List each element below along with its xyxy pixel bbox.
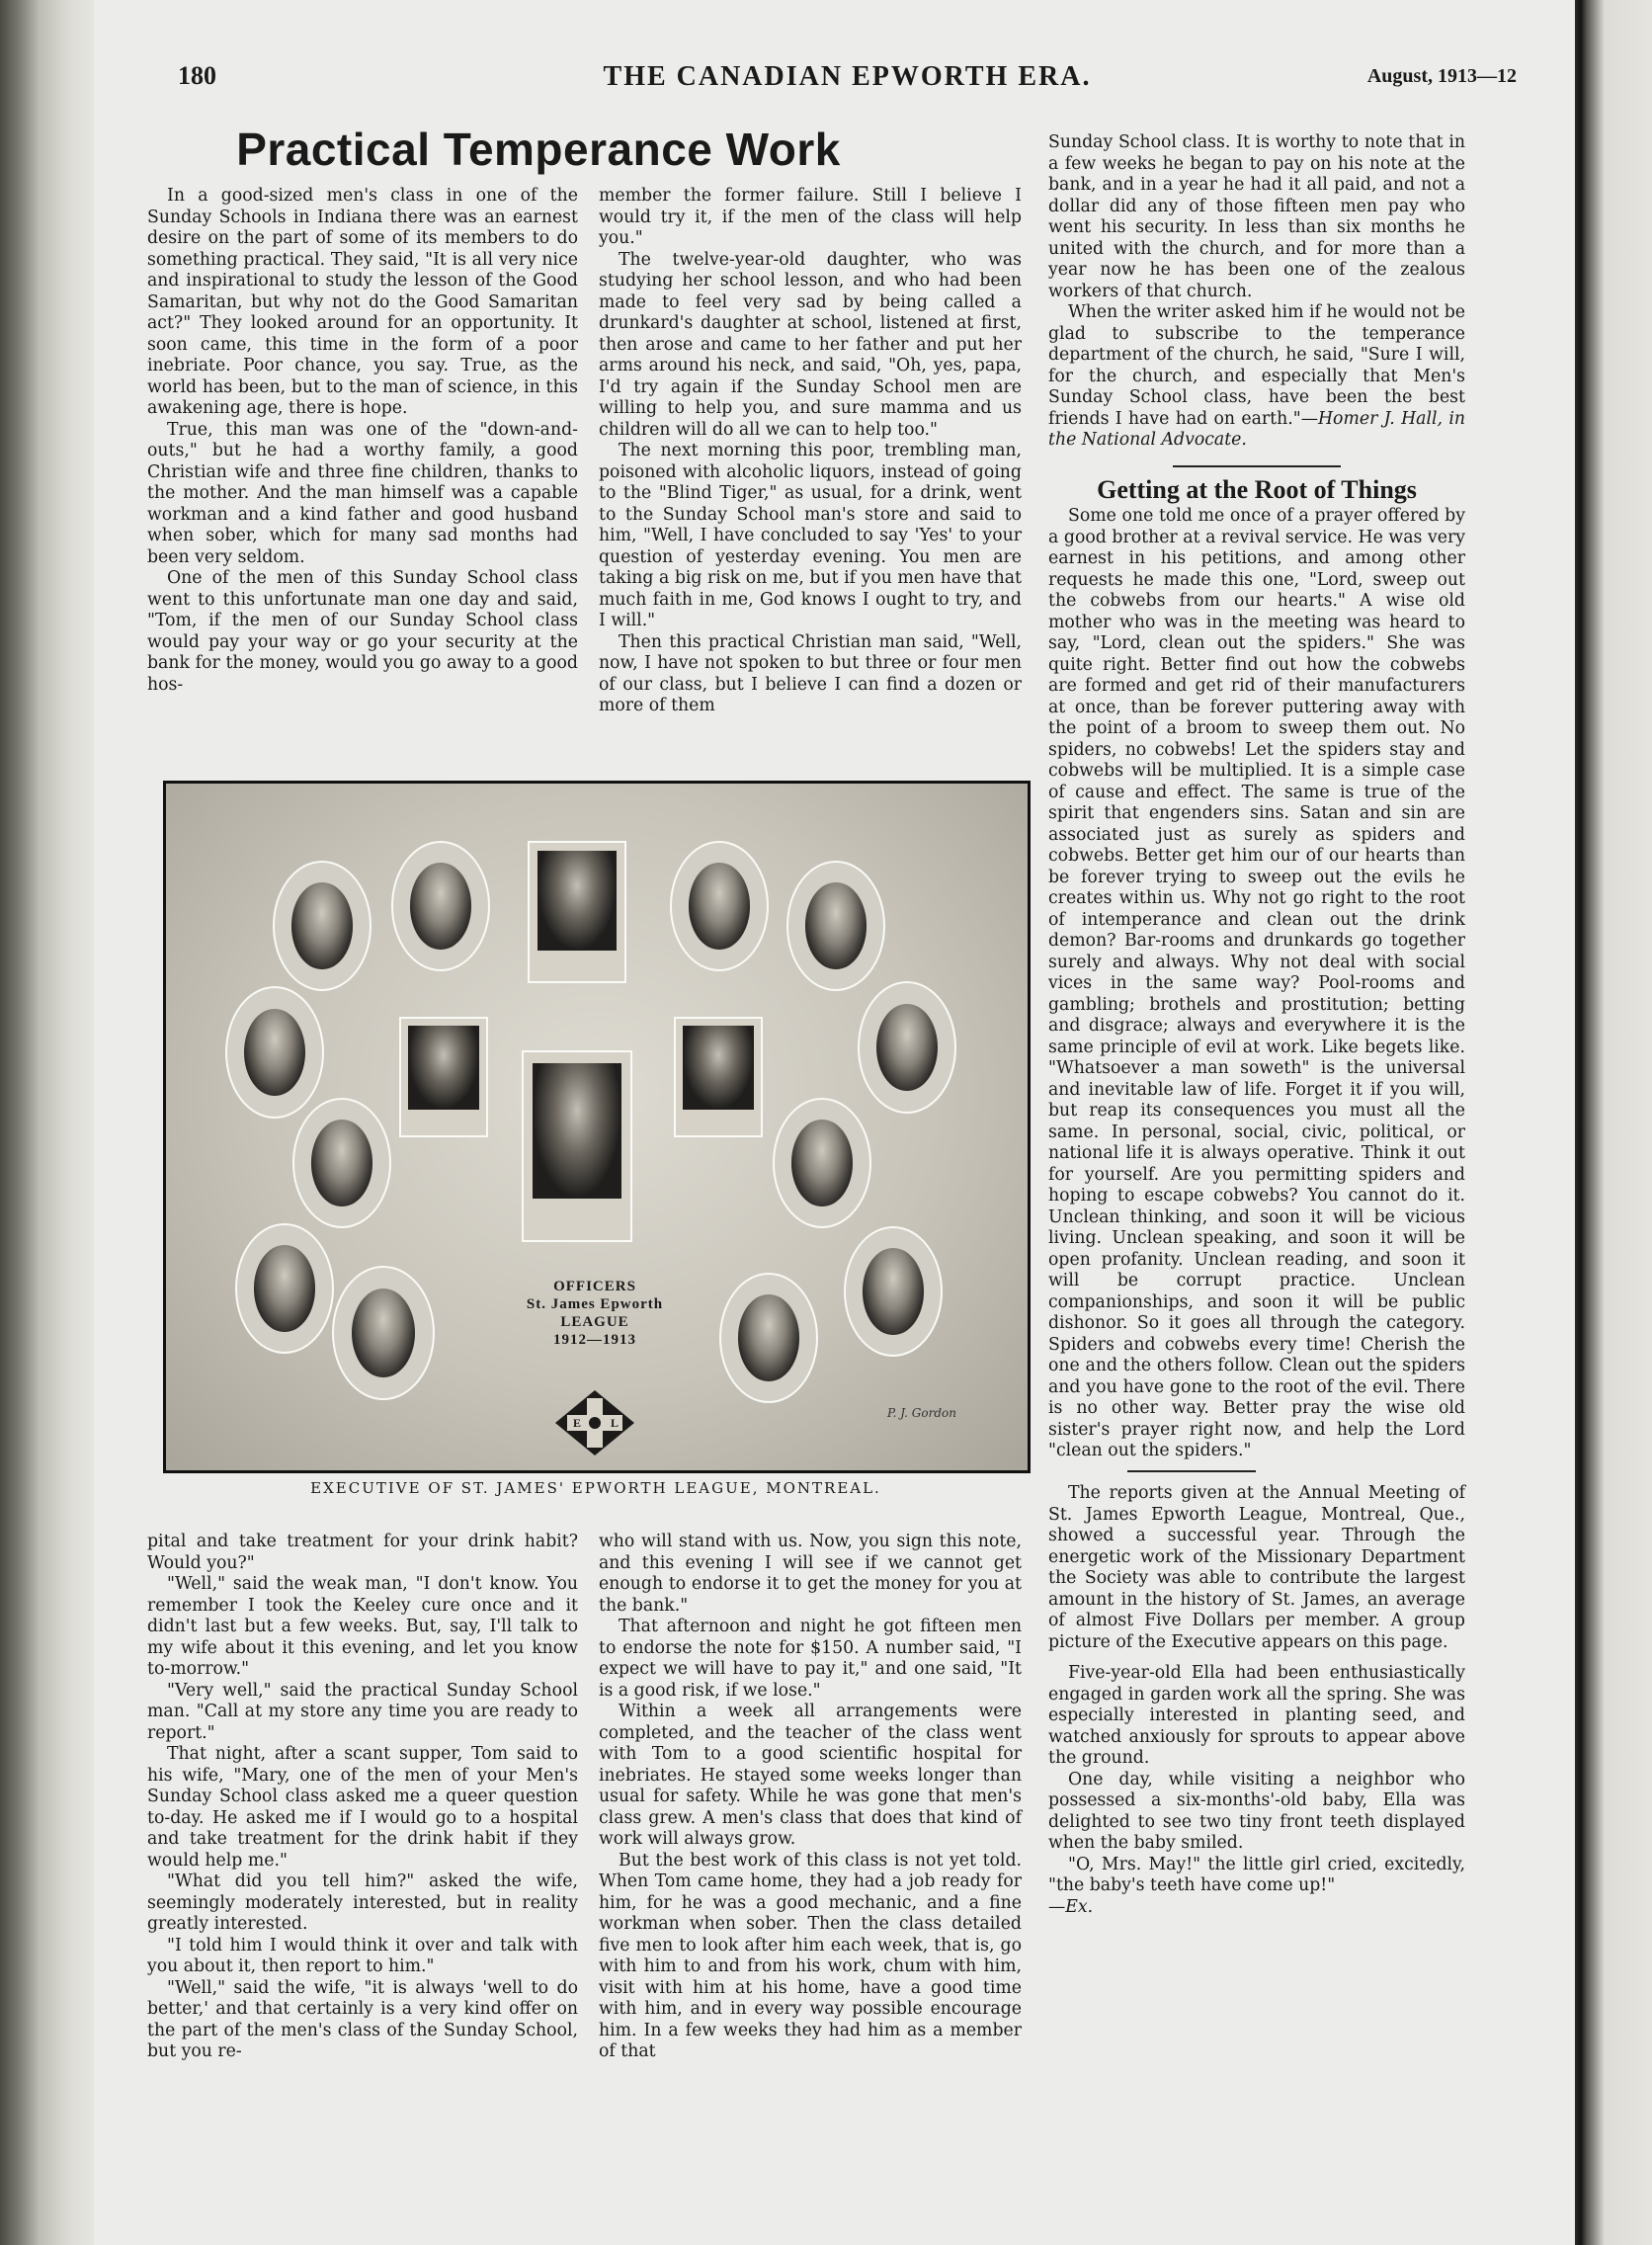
running-header [178,61,1517,101]
byline: —Ex. [1048,1896,1094,1917]
section-divider [1173,465,1341,467]
paragraph: The twelve-year-old daughter, who was studying her school lesson, and who had been made to feel very sad by being called a drunkard's daughter at school, listened at first, then arose and came to her father and put her arms around his neck, and said, "Oh, yes, papa, I'd try again if the Sunday School men are willing to help you, and sure mamma and us children will do all we can to help too." [599,249,1022,440]
portrait-rect [528,841,626,983]
paragraph: True, this man was one of the "down-and-outs," but he had a worthy family, a good Christian wife and three fine children, thanks to the mother. And the man himself was a capable workman and a kind father and good husband when sober, which for many sad months had been very seldom. [147,419,578,567]
portrait-oval [670,841,769,971]
article-title: Practical Temperance Work [236,124,841,175]
paragraph: "Very well," said the practical Sunday School man. "Call at my store any time you are ready to report." [147,1680,578,1743]
svg-text:E: E [573,1416,582,1430]
plaque-line: 1912—1913 [553,1332,636,1348]
paragraph: pital and take treatment for your drink habit? Would you?" [147,1532,578,1573]
paragraph: Within a week all arrangements were completed, and the teacher of the class went with Tom to a good scientific hospital for inebriates. He stayed some weeks longer than usual for safety. While he was gone that men's class grew. A men's class that does that kind of work will always grow. [599,1702,1022,1849]
epworth-league-emblem-icon [553,1388,636,1457]
portrait-oval [235,1223,334,1354]
paragraph: That afternoon and night he got fifteen men to endorse the note for $150. A number said, "I expect we will have to pay it," and one said, "It is a good risk, if we lose." [599,1617,1022,1701]
paragraph: "I told him I would think it over and talk with you about it, then report to him." [147,1935,578,1976]
paragraph: The reports given at the Annual Meeting of St. James Epworth League, Montreal, Que., showed a successful year. Through the energetic work of the Missionary Department the Society was able to contribute the largest amount in the history of St. James, an average of almost Five Dollars per member. A group picture of the Executive appears on this page. [1048,1483,1465,1652]
photo-caption: EXECUTIVE OF ST. JAMES' EPWORTH LEAGUE, MONTREAL. [310,1479,881,1497]
portrait-oval [332,1266,435,1400]
page-number: 180 [178,61,216,90]
portrait-oval [292,1098,391,1228]
paragraph [1048,1855,1465,1919]
paragraph: Then this practical Christian man said, "Well, now, I have not spoken to but three or four men of our class, but I believe I can find a dozen or more of them [599,631,1022,715]
section-divider [1127,1470,1256,1472]
column-1-bottom [147,1532,578,2063]
portrait-oval [786,861,885,991]
article-title: Getting at the Root of Things [1097,474,1417,504]
portrait-oval [858,981,956,1114]
portrait-oval [273,861,372,991]
column-3 [1048,132,1465,1918]
plaque-line: St. James Epworth [526,1296,664,1312]
paragraph: But the best work of this class is not yet told. When Tom came home, they had a job ready for him, for he was a good mechanic, and a fine workman when sober. Then the class detailed five men to look after him each week, that is, go with him to and from his work, chum with him, visit with him at his home, have a good time with him, and in every way possible encourage him. In a few weeks they had him as a member of that [599,1850,1022,2061]
paragraph: "What did you tell him?" asked the wife, seemingly moderately interested, but in reality greatly interested. [147,1871,578,1934]
portrait-rect [674,1017,763,1137]
column-2-top [599,186,1022,717]
paragraph: One day, while visiting a neighbor who possessed a six-months'-old baby, Ella was delighted to see two tiny front teeth displayed when the baby smiled. [1048,1769,1465,1853]
paragraph: who will stand with us. Now, you sign this note, and this evening I will see if we cannot get enough to endorse it to get the money for you at the bank." [599,1532,1022,1616]
paragraph: That night, after a scant supper, Tom said to his wife, "Mary, one of the men of your Men's Sunday School class asked me a queer question to-day. He asked me if I would go to a hospital and take treatment for the drink habit if they would help me." [147,1744,578,1871]
paragraph-text: When the writer asked him if he would not be glad to subscribe to the temperance department of the church, he said, "Sure I will, for the church, and especially that Men's Sunday School class, have been the best friends I have had on earth." [1048,302,1465,429]
paragraph: Five-year-old Ella had been enthusiastically engaged in garden work all the spring. She was especially interested in planting seed, and watched anxiously for sprouts to appear above the ground. [1048,1663,1465,1768]
portrait-rect [399,1017,488,1137]
paragraph: Some one told me once of a prayer offered by a good brother at a revival service. He was very earnest in his petitions, and among other requests he made this one, "Lord, sweep out the cobwebs from our hearts." A wise old mother who was in the meeting was heard to say, "Lord, clean out the spiders." She was quite right. Better find out how the cobwebs are formed and get rid of their manufacturers at once, than be forever puttering away with the point of a broom to sweep them out. No spiders, no cobwebs! Let the spiders stay and cobwebs will be multiplied. It is a simple case of cause and effect. The same is true of the spirit that engenders sins. Satan and sin are associated just as surely as spiders and cobwebs. Better get him our of our hearts than be forever trying to sweep out the evils he creates within us. Why not go right to the root of intemperance and clean out the drink demon? Bar-rooms and drunkards go together surely and always. Why not deal with social vices in the same way? Pool-rooms and gambling; brothels and prostitution; betting and disgrace; always and everywhere it is the same principle of evil at work. Like begets like. "Whatsoever a man soweth" is the universal and inevitable law of life. Forget it if you will, but reap its consequences you must all the same. In personal, social, civic, political, or national life it is always operative. Think it out for yourself. Are you permitting spiders and hoping to escape cobwebs? You cannot do it. Unclean thinking, and soon it will be vicious living. Unclean speaking, and soon it will be open profanity. Unclean reading, and soon it will be corrupt practice. Unclean companionships, and soon it will be public dishonor. So it goes all through the category. Spiders and cobwebs every time! Cherish the one and the others follow. Clean out the spiders and you have gone to the root of the evil. There is no other way. Better pray the wise old sister's prayer right now, and help the Lord "clean out the spiders." [1048,506,1465,1460]
next-page-edge [1575,0,1652,2245]
paragraph: One of the men of this Sunday School class went to this unfortunate man one day and said, "Tom, if the men of our Sunday School class would pay your way or go your security at the bank for the money, would you go away to a good hos- [147,568,578,695]
paragraph: In a good-sized men's class in one of the Sunday Schools in Indiana there was an earnest desire on the part of some of its members to do something practical. They said, "It is all very nice and inspirational to study the lesson of the Good Samaritan, but why not do the Good Samaritan act?" They looked around for an opportunity. It soon came, this time in the form of a poor inebriate. Poor chance, you say. True, as the world has been, but to the man of science, in this awakening age, there is hope. [147,186,578,418]
paragraph: member the former failure. Still I believe I would try it, if the men of the class will help you." [599,186,1022,248]
column-1-top [147,186,578,696]
issue-date: August, 1913—12 [1366,65,1517,87]
journal-title: THE CANADIAN EPWORTH ERA. [603,61,1092,92]
paragraph: Sunday School class. It is worthy to note that in a few weeks he began to pay on his note at the bank, and in a year he had it all paid, and not a dollar did any of those fifteen men pay who went his security. In less than six months he united with the church, and for more than a year now he has been one of the zealous workers of that church. [1048,132,1465,301]
photographer-credit: P. J. Gordon [887,1406,956,1420]
plaque-line: OFFICERS [553,1279,636,1294]
portrait-oval [719,1273,818,1403]
portrait-oval [844,1226,943,1357]
paragraph: The next morning this poor, trembling man, poisoned with alcoholic liquors, instead of going to the "Blind Tiger," as usual, for a drink, went to the Sunday School man's store and said to him, "Well, I have concluded to say 'Yes' to your question of yesterday evening. You men are taking a big risk on me, but if you men have that much faith in me, God knows I ought to try, and I will." [599,441,1022,630]
group-photograph [163,781,1031,1473]
svg-text:L: L [611,1416,620,1430]
plaque-line: LEAGUE [560,1314,629,1330]
portrait-rect-center [522,1050,632,1242]
portrait-oval [773,1098,871,1228]
byline: —Homer J. Hall, in the National Advocate. [1048,408,1465,450]
paragraph: "Well," said the weak man, "I don't know. You remember I took the Keeley cure once and it didn't last but a few weeks. But, say, I'll talk to my wife about it this evening, and let you know to-morrow." [147,1574,578,1679]
paragraph: "Well," said the wife, "it is always 'well to do better,' and that certainly is a very kind offer on the part of the men's class of the Sunday School, but you re- [147,1977,578,2061]
portrait-oval [391,841,490,971]
portrait-oval [225,986,324,1119]
paragraph-text: "O, Mrs. May!" the little girl cried, excitedly, "the baby's teeth have come up!" [1048,1854,1465,1895]
magazine-page [94,0,1566,2245]
column-2-bottom [599,1532,1022,2063]
paragraph [1048,302,1465,452]
